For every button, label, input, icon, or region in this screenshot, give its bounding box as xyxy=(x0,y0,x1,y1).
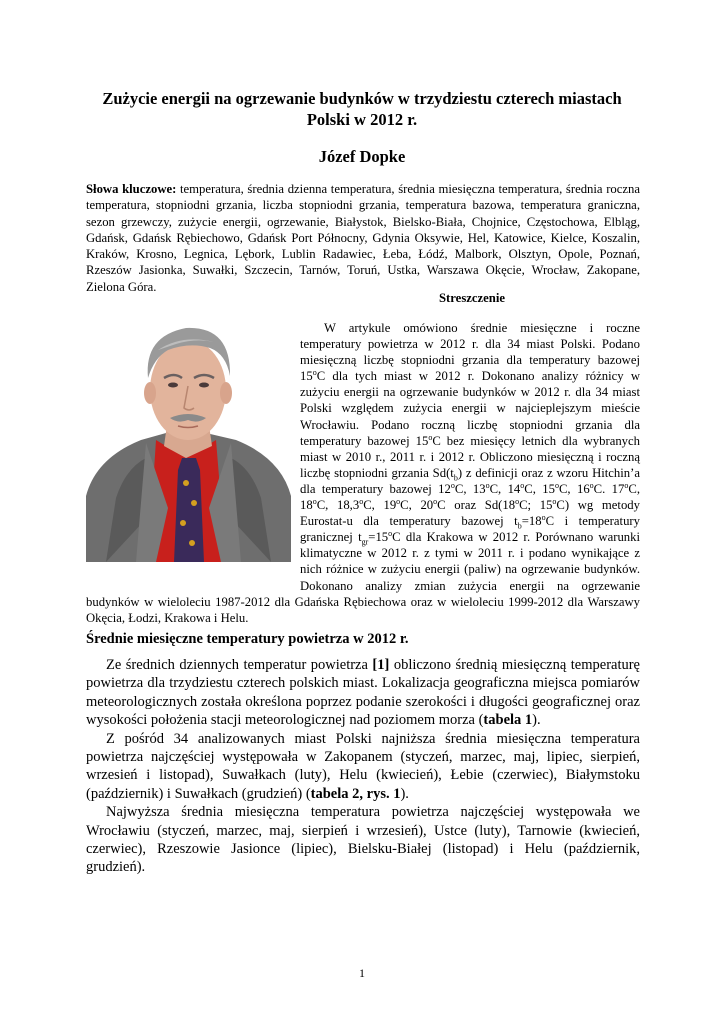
keywords-block xyxy=(86,181,640,295)
table-ref: tabela 2, rys. 1 xyxy=(310,785,401,802)
keywords-text: temperatura, średnia dzienna temperatura, średnia miesięczna temperatura, średnia roczna temperatura, stopniodni grzania, liczba stopniodni grzania, temperatura bazowa, temperatura graniczna, sezon grzewczy, zużycie energii, ogrzewanie, Białystok, Bielsko-Biała, Chojnice, Częstochowa, Elbląg, Gdańsk, Gdańsk Rębiechowo, Gdańsk Port Północny, Gdynia Oksywie, Hel, Katowice, Kielce, Koszalin, Kraków, Krosno, Legnica, Lębork, Lublin Radawiec, Łeba, Łódź, Malbork, Olsztyn, Opole, Poznań, Rzeszów Jasionka, Suwałki, Szczecin, Tarnów, Toruń, Ustka, Warszawa Okęcie, Wrocław, Zakopane, Zielona Góra. xyxy=(86,182,640,294)
abstract-text: W artykule omówiono średnie miesięczne i roczne temperatury powietrza w 2012 r. dla 34 miast Polski. Podano miesięczną liczbę stopniodni grzania dla temperatury bazowej 15$^o$C dla tych miast w 2012 r. Dokonano analizy różnicy w zużyciu energii na ogrzewanie budynków w 2012 r. dla 34 miast Polski względem zużycia energii w najcieplejszym mieście Wrocławiu. Podano roczną liczbę stopniodni grzania dla temperatury bazowej 15$^o$C bez miesięcy letnich dla wybranych miast w 2010 r., 2011 r. i 2012 r. Obliczono miesięczną i roczną liczbę stopniodni grzania $Sd(t_b)$ z definicji oraz z wzoru Hitchin’a dla temperatury bazowej 12$^o$C, 13$^o$C, 14$^o$C, 15$^o$C, 16$^o$C. 17$^o$C, 18$^o$C, 18,3$^o$C, 19$^o$C, 20$^o$C oraz Sd(18$^o$C; 15$^o$C) wg metody Eurostat-u dla temperatury bazowej $t_b=18^oC$ i temperatury granicznej $t_{gr}=15^oC$ dla Krakowa w 2012 r. Porównano warunki klimatyczne w 2012 r. z tymi w 2011 r. i podano wynikające z nich różnice w zużyciu energii (paliw) na ogrzewanie budynków. Dokonano analizy zmian zużycia energii na ogrzewanie budynków w wieloleciu 1987-2012 dla Gdańska Rębiechowa oraz w wieloleciu 1999-2012 dla Warszawy Okęcia, Łodzi, Krakowa i Helu. xyxy=(86,321,641,625)
abstract-heading: Streszczenie xyxy=(439,291,505,305)
paragraph: Z pośród 34 analizowanych miast Polski najniższa średnia miesięczna temperatura powietrza najczęściej występowała w Zakopanem (styczeń, marzec, maj, lipiec, sierpień, wrzesień i listopad), Suwałkach (luty), Helu (kwiecień), Łebie (czerwiec), Białymstoku (październik) i Suwałkach (grudzień) (tabela 2, rys. 1). xyxy=(86,730,640,802)
author-name: Józef Dopke xyxy=(318,147,406,166)
page-number: 1 xyxy=(359,966,365,980)
paragraph: Najwyższa średnia miesięczna temperatura powietrza najczęściej występowała we Wrocławiu (styczeń, marzec, maj, sierpień i wrzesień), Ustce (luty), Tarnowie (kwiecień, czerwiec), Rzeszowie Jasionce (lipiec), Bielsku-Białej (listopad) i Helu (październik, grudzień). xyxy=(86,804,640,876)
keywords-label: Słowa kluczowe: xyxy=(86,182,177,196)
reference: [1] xyxy=(372,657,390,673)
section-title: Średnie miesięczne temperatury powietrza w 2012 r. xyxy=(86,631,409,647)
table-ref: tabela 1 xyxy=(483,712,533,729)
body-text xyxy=(86,656,640,877)
paragraph: Ze średnich dziennych temperatur powietrza [1] obliczono średnią miesięczną temperaturę powietrza dla trzydziestu czterech polskich miast. Lokalizacja geograficzna miejsca pomiarów meteorologicznych została określona poprzez podanie szerokości i długości geograficznej oraz wysokości położenia stacji meteorologicznej nad poziomem morza (tabela 1). xyxy=(86,657,640,729)
paper-title: Zużycie energii na ogrzewanie budynków w trzydziestu czterech miastach Polski w 2012 r. xyxy=(102,89,622,129)
